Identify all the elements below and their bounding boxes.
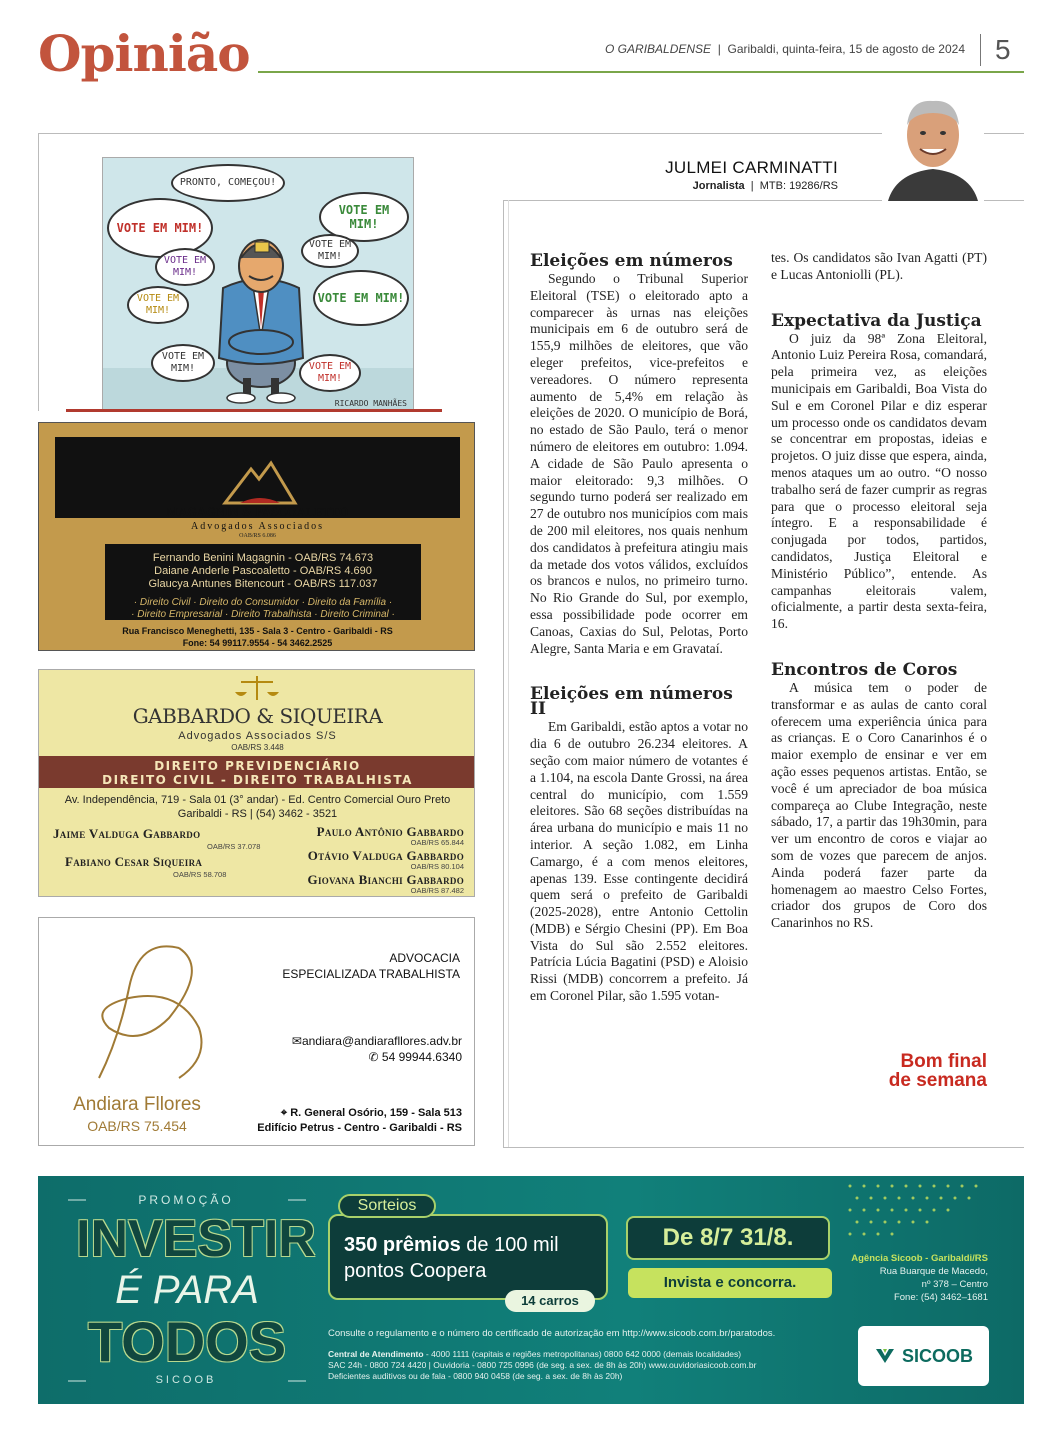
heading-line: ESPECIALIZADA TRABALHISTA [282,967,460,981]
author-photo [882,89,984,201]
phone: 54 99944.6340 [381,1050,462,1064]
frame-left-rule [38,133,39,411]
ad-gabbardo-siqueira[interactable] [38,669,475,897]
lawyer-line: Glaucya Antunes Bitencourt - OAB/RS 117.037 [148,578,378,590]
prizes-line [344,1232,592,1258]
header-info: O GARIBALDENSE | Garibaldi, quinta-feira, 15 de agosto de 2024 [605,42,965,56]
signature-logo-icon [69,928,249,1098]
practice-areas: · Direito Civil · Direito do Consumidor · Direito da Família · [133,597,393,608]
ad-andiara-fllores[interactable] [38,917,475,1146]
header-rule [258,71,1024,73]
address-line [257,1106,462,1121]
practice-area: DIREITO CIVIL - DIREITO TRABALHISTA [102,773,413,787]
author-role: Jornalista [692,180,745,192]
promo-dates: De 8/7 31/8. [626,1216,830,1260]
cartoon-signature: RICARDO MANHÃES [334,399,407,408]
article-body: Segundo o Tribunal Superior Eleitoral (TSE) o eleitorado apto a comparecer às urnas nas eleições municipais em 6 de outubro será de 155,9 milhões de eleitores, que vão eleger prefeitos, vice-prefeitos e vereadores. O número representa aumento de 5,4% em relação às eleições de 2020. O município de Borá, no estado de São Paulo, terá o menor número de eleitores em outubro: 1.094. A cidade de São Paulo apresenta o maior eleitorado: 9,3 milhões. O segundo turno poderá ser realizado em 27 de outubro nos municípios com mais de 200 mil eleitores, nos quais nenhum dos candidatos à prefeitura atingiu mais da metade dos votos válidos, excluídos os brancos e nulos, no primeiro turno. No Rio Grande do Sul, por exemplo, essa possibilidade pode ocorrer em Canoas, Caxias do Sul, Pelotas, Porto Alegre, Santa Maria e em Gravataí. [530,271,748,656]
agency-info [851,1252,988,1304]
prizes-value: de 100 mil [460,1234,559,1256]
contact-line [328,1349,756,1360]
column-frame-rule [503,200,504,1147]
headline-line: TODOS [87,1310,287,1373]
email-line[interactable] [292,1033,462,1049]
lawyers-box [105,544,421,620]
headline-line: INVESTIR [76,1210,316,1268]
speech-bubble: VOTE EM MIM! [313,270,409,326]
firm-oab: OAB/RS 6.086 [239,533,276,539]
closing-message [848,1052,987,1090]
practice-area: DIREITO PREVIDENCIÁRIO [154,759,361,773]
contact-info [292,1033,462,1065]
article-title: Expectativa da Justiça [771,310,982,331]
agency-title: Agência Sicoob - Garibaldi/RS [851,1253,988,1264]
speech-bubble: VOTE EM MIM! [299,354,361,392]
location-pin-icon: ⌖ [280,1107,288,1119]
central-numbers: - 4000 1111 (capitais e regiões metropolitanas) 0800 642 0000 (demais localidades) [423,1349,742,1359]
article-title: Eleições em números II [530,684,733,720]
firm-subtitle: Advogados Associados S/S [178,730,337,742]
page-number: 5 [980,34,1024,66]
contact-line: Deficientes auditivos ou de fala - 0800 940 0458 (de seg. a sex. de 8h às 20h) [328,1371,623,1381]
agency-phone: Fone: (54) 3462–1681 [893,1292,988,1303]
firm-name: GABBARDO & SIQUEIRA [132,704,383,728]
editorial-cartoon [102,157,414,411]
firm-address [257,1106,462,1136]
article-body: O juiz da 98ª Zona Eleitoral, Antonio Luiz Pereira Rosa, comandará, pela primeira vez, as eleições municipais em Garibaldi, Boa Vista do Sul e em Coronel Pilar e diz esperar um processo onde os candidatos devam se concentrar em propostas, ideias e projetos. O juiz disse que espera, ainda, menos ataques um ao outro. “O nosso trabalho será de fazer cumprir as regras para que o processo eleitoral seja íntegro. E a responsabilidade é conjugada por todos, partidos, candidatos, Justiça Eleitoral e Ministério Público”, entende. As campanhas eleitorais valem, oficialmente, a partir desta sexta-feira, 16. [771,330,987,632]
address-line: Edifício Petrus - Centro - Garibaldi - RS [257,1122,462,1134]
cars-badge: 14 carros [505,1290,595,1312]
lawyer-name: Fabiano Cesar Siqueira [65,854,203,869]
firm-name: MAGAGNIN & PASCOALETTO [166,505,349,519]
lawyer-name: Otávio Valduga Gabbardo [307,848,464,863]
email: andiara@andiarafllores.adv.br [301,1034,462,1048]
lawyer-oab: OAB/RS 80.104 [410,862,464,871]
address-line: Rua Francisco Meneghetti, 135 - Sala 3 - Centro - Garibaldi - RS [122,626,393,636]
author-mtb: MTB: 19286/RS [759,180,838,192]
practice-areas-band [39,756,475,788]
firm-address [39,625,475,649]
column-right [771,250,987,932]
ad-magagnin-pascoaletto[interactable] [38,422,475,651]
speech-bubble: VOTE EM MIM! [107,198,213,258]
sicoob-logo-icon [874,1345,896,1367]
mail-icon: ✉ [291,1034,302,1048]
article-body-continued: tes. Os candidatos são Ivan Agatti (PT) e Lucas Antoniolli (PL). [771,250,987,282]
speech-bubble: VOTE EM MIM! [155,248,215,286]
speech-bubble: VOTE EM MIM! [127,286,189,324]
speech-bubble: VOTE EM MIM! [151,344,215,382]
contact-line: SAC 24h - 0800 724 4420 | Ouvidoria - 0800 725 0996 (de seg. a sex. de 8h às 20h) www.ouvidoriasicoob.com.br [328,1360,757,1370]
phone-line: Fone: 54 99117.9554 - 54 3462.2525 [182,638,333,648]
lawyer-oab: OAB/RS 37.078 [207,842,261,851]
lawyer-oab: OAB/RS 87.482 [410,886,464,895]
practice-areas: · Direito Empresarial · Direito Trabalhista · Direito Criminal · [131,609,395,620]
whatsapp-icon: ✆ [368,1050,379,1064]
lawyer-name: Andiara Fllores [73,1094,201,1115]
agency-address: Rua Buarque de Macedo, [879,1266,988,1277]
lawyer-name: Giovana Bianchi Gabbardo [307,872,464,887]
sorteios-badge: Sorteios [338,1194,436,1218]
lawyer-line: Daiane Anderle Pascoaletto - OAB/RS 4.690 [154,565,372,577]
article-title: Eleições em números [530,251,733,271]
frame-top-rule [38,133,1024,134]
lawyer-oab: OAB/RS 58.708 [173,870,227,879]
address-text: R. General Osório, 159 - Sala 513 [290,1107,462,1119]
brand-label: SICOOB [155,1374,217,1386]
heading-line: ADVOCACIA [389,951,460,965]
scales-icon [39,670,475,706]
ad-heading [282,950,460,982]
promo-label: PROMOÇÃO [138,1193,234,1207]
newspaper-name: O GARIBALDENSE [605,42,712,56]
central-label: Central de Atendimento [328,1349,424,1359]
phone-line: Garibaldi - RS | (54) 3462 - 3521 [177,808,338,820]
article-title: Encontros de Coros [771,659,958,680]
lawyer-name: Jaime Valduga Gabbardo [53,826,201,841]
frame-bottom-rule [503,1147,1024,1148]
service-contacts [328,1349,756,1382]
section-title: Opinião [38,24,250,83]
sicoob-banner[interactable] [38,1176,1024,1404]
lawyer-line: Fernando Benini Magagnin - OAB/RS 74.673 [152,552,374,564]
column-frame-inner-rule [508,200,509,1147]
agency-address: nº 378 – Centro [921,1279,988,1290]
sicoob-logo [858,1326,989,1386]
closing-line: de semana [888,1070,987,1091]
prizes-line: pontos Coopera [344,1260,487,1282]
address-line: Av. Independência, 719 - Sala 01 (3° andar) - Ed. Centro Comercial Ouro Preto [64,794,451,806]
prizes-box [328,1214,608,1300]
headline-line: É PARA [115,1268,259,1312]
cta-button[interactable]: Invista e concorra. [628,1268,832,1298]
speech-bubble: PRONTO, COMEÇOU! [171,164,285,202]
lawyer-name: Paulo Antônio Gabbardo [316,824,464,839]
author-name: JULMEI CARMINATTI [665,158,838,177]
cartoon-base-rule [66,409,442,412]
speech-bubble: VOTE EM MIM! [301,234,359,268]
phone-line[interactable] [292,1049,462,1065]
author-role-line: Jornalista | MTB: 19286/RS [692,180,838,192]
lawyer-oab: OAB/RS 65.844 [410,838,464,847]
speech-bubble: VOTE EM MIM! [319,192,409,242]
sicoob-logo-text: SICOOB [901,1345,973,1366]
article-body: Em Garibaldi, estão aptos a votar no dia 6 de outubro 26.234 eleitores. A seção com maior número de votantes é a 1.104, na escola Dante Grossi, na área central do município, com 1.559 eleitores. São 68 seções distribuídas na área urbana do município e mais 11 no interior. A seção 1.082, em Linha Camargo, é a com menos eleitores, apenas 139. Esse contingente decidirá quem será o prefeito de Garibaldi (2025-2028), entre Antonio Cettolin (MDB) e Sérgio Chesini (PP). Em Boa Vista do Sul são 2.552 eleitores. Patrícia Lúcia Bagatini (PSD) e Aloisio Rissi (MDB) concorrem a prefeito. Já em Coronel Pilar, são 1.595 votan- [530,719,748,1004]
prizes-count: 350 prêmios [344,1234,461,1256]
firm-address [39,793,475,821]
article-body: A música tem o poder de transformar e as aulas de canto coral oferecem uma experiência única para as crianças. E o Coro Canarinhos é o maior exemplo de ensinar e ver em ação esses pequenos artistas. Então, se você é um apreciador de boa música compareça ao Clube Integração, neste sábado, 17, a partir das 19h30min, para ver um encontro de coros e viajar ao som de vozes que parecem de anjos. Ainda poderá fazer parte da homenagem ao maestro Celso Fortes, criador dos grupos de Coro dos Canarinhos no RS. [771,679,987,931]
firm-oab: OAB/RS 3.448 [231,743,284,752]
date-line: Garibaldi, quinta-feira, 15 de agosto de 2024 [727,42,965,56]
column-left [530,251,748,1005]
lawyer-oab: OAB/RS 75.454 [87,1118,187,1134]
closing-line: Bom final [900,1051,987,1072]
regulation-note[interactable]: Consulte o regulamento e o número do certificado de autorização em http://www.sicoob.com.br/paratodos. [328,1328,776,1339]
firm-subtitle: Advogados Associados [190,521,325,532]
